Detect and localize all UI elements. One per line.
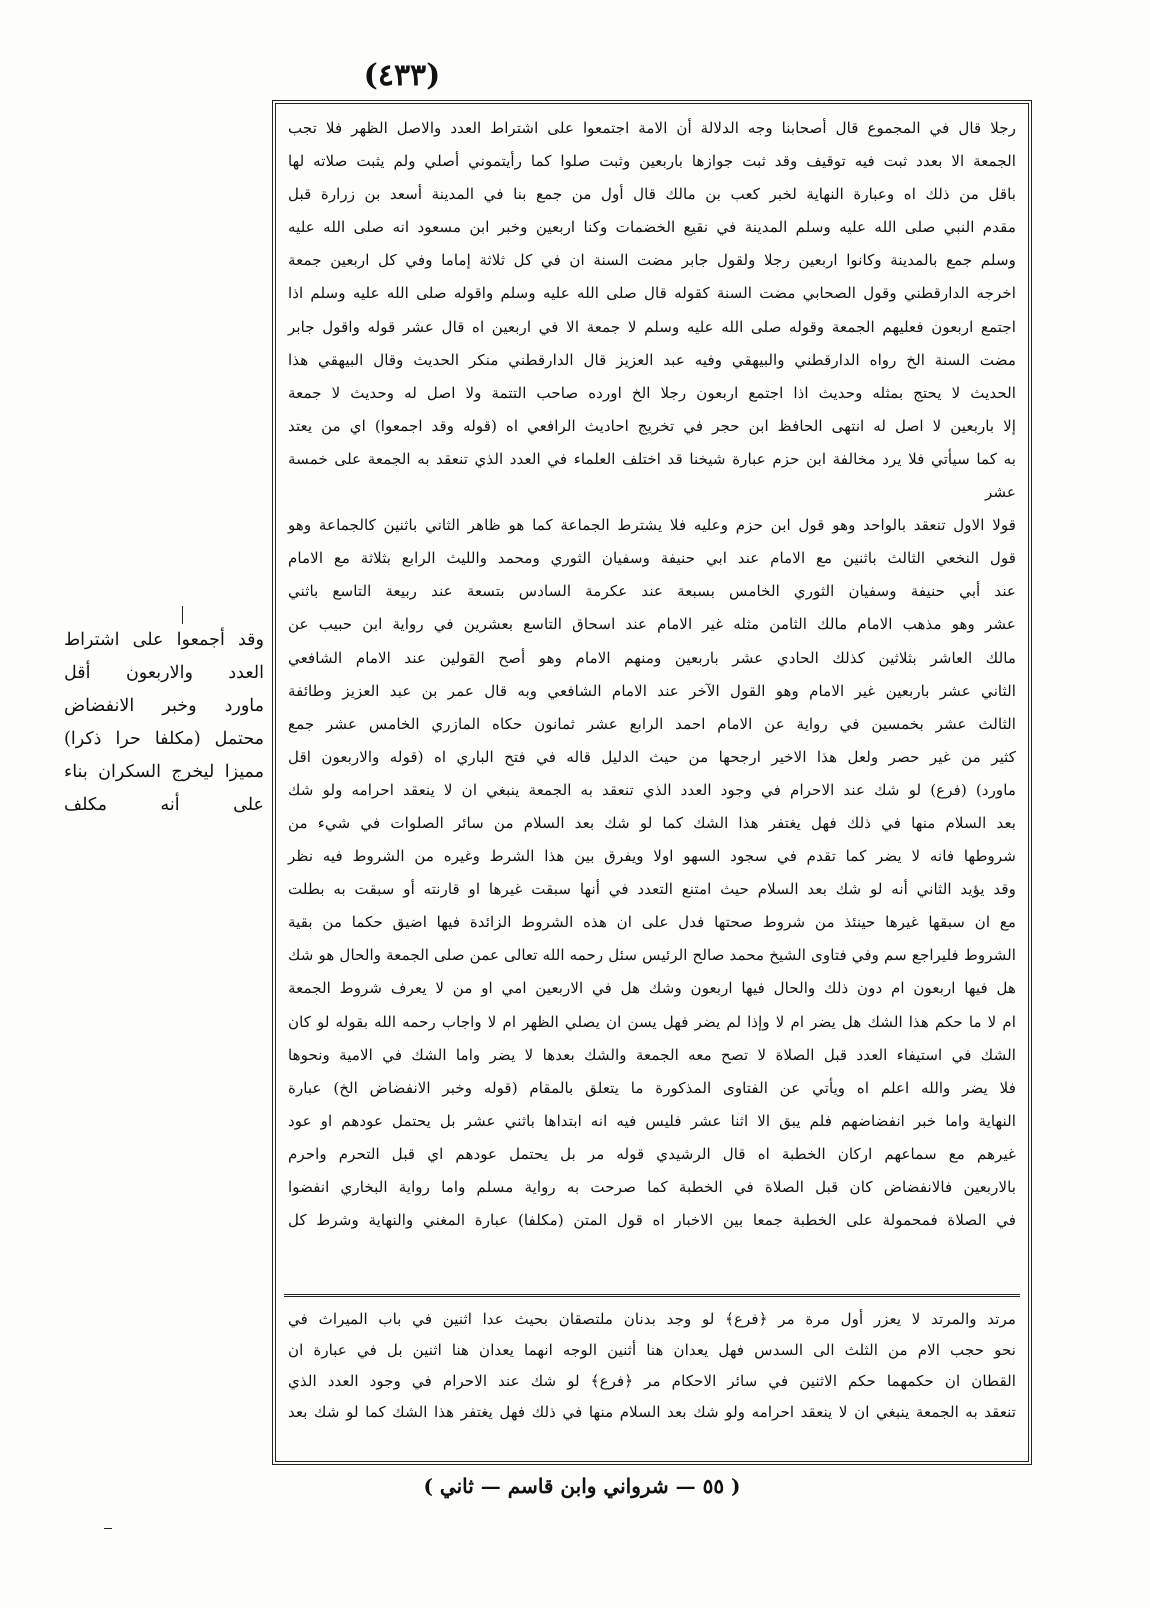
scan-mark (182, 606, 183, 624)
text-line: فلا يضر والله اعلم اه ويأتي عن الفتاوى المذكورة ما يتعلق بالمقام (قوله وخبر الانفضاض الخ) عبارة (288, 1078, 1016, 1097)
text-line: الثالث عشر بخمسين في رواية عن الامام احمد الرابع عشر ثمانون حكاه المازري الخامس عشر جمع (288, 714, 1016, 733)
side-note-line: على أنه مكلف (64, 795, 264, 815)
side-note-line: العدد والاربعون أقل (64, 663, 264, 683)
page-number: (٤٣٣) (363, 58, 441, 93)
text-line: عند أبي حنيفة وسفيان الثوري الخامس بسبعة عند عكرمة السادس بتسعة عند ربيعة التاسع باثني (288, 582, 1016, 601)
text-line: عشر وهو مذهب الامام مالك الثامن مثله غير الامام عند اسحاق التاسع بعشرين في رواية ابن حبيب عن (288, 615, 1016, 634)
text-line: الشروط فليراجع سم وفي فتاوى الشيخ محمد صالح الرئيس سئل رحمه الله تعالى عمن صلى الجمعة والحال هو شك (288, 946, 1016, 965)
text-line: الشك في استيفاء العدد قبل الصلاة لا تصح معه الجمعة والشك بعدها لا يضر واما الشك في الامية ونحوها (288, 1045, 1016, 1064)
text-line: بالاربعين فالانفضاض كان قبل الصلاة في الخطبة كما صرحت به رواية مسلم واما رواية البخاري انفضوا (288, 1178, 1016, 1196)
text-line: ماورد) (فرع) لو شك عند الاحرام في وجود العدد الذي تنعقد به الجمعة ينبغي ان لا ينعقد احرامه ولو شك (288, 780, 1016, 799)
text-line: باقل من ذلك اه وعبارة النهاية لخبر كعب بن مالك قال أول من جمع بنا في المدينة أسعد بن زرارة قبل (288, 185, 1016, 204)
text-line: هل فيها اربعون ام دون ذلك والحال فيها اربعون وشك هل في الاربعين امي او من لا يعرف شروط الجمعة (288, 979, 1016, 998)
text-line: قولا الاول تنعقد بالواحد وهو قول ابن حزم وعليه فلا يشترط الجماعة كما هو ظاهر الثاني باثنين كالجماعة وهو (288, 516, 1016, 535)
text-line: مقدم النبي صلى الله عليه وسلم المدينة في نقيع الخضمات وكنا اربعين وخبر ابن مسعود انه صلى الله عليه (288, 218, 1016, 237)
main-commentary (288, 112, 1016, 1230)
text-frame (272, 100, 1032, 1465)
text-line: شروطها فانه لا يضر كما تقدم في سجود السهو اولا ويفرق بين هذا الشرط وغيره من الشروط فيه نظر (288, 847, 1016, 866)
text-line: مع ان سبقها غيرها حينئذ من شروط صحتها فدل على ان هذه الشروط الزائدة فيها اضيق حكما من بقية (288, 913, 1016, 932)
side-note-line: ماورد وخبر الانفضاض (64, 696, 264, 716)
text-line: رجلا قال في المجموع قال أصحابنا وجه الدلالة أن الامة اجتمعوا على اشتراط العدد والاصل الظهر فلا تجب (288, 119, 1016, 137)
text-line: به كما سيأتي فلا يرد مخالفة ابن حزم عبارة شيخنا قد اختلف العلماء في العدد الذي تنعقد به الجمعة على خمسة عشر (288, 449, 1016, 502)
side-note-line: محتمل (مكلفا حرا ذكرا) (64, 729, 264, 749)
text-line: القطان ان حكمهما حكم الاثنين في سائر الاحكام مر ﴿فرع﴾ لو شك عند الاحرام في وجود العدد الذي (288, 1372, 1016, 1390)
text-line: وسلم جمع بالمدينة وكانوا اربعين رجلا ولقول جابر مضت السنة ان في كل ثلاثة إماما وفي كل اربعين جمعة (288, 251, 1016, 270)
side-note-line: مميزا ليخرج السكران بناء (64, 762, 264, 782)
text-line: غيرهم مع سماعهم اركان الخطبة اه قال الرشيدي قوله مر بل يحتمل عودهم اي قبل التحرم واحرم (288, 1144, 1016, 1163)
bottom-commentary (288, 1304, 1016, 1459)
text-line: كثير من غير حصر ولعل هذا الاخير ارجحها من حيث الدليل قاله في فتح الباري اه (قوله والاربعون اقل (288, 747, 1016, 766)
text-line: الثاني عشر باربعين غير الامام وهو القول الآخر عند الامام الشافعي وبه قال عمر بن عبد العزيز وطائفة (288, 681, 1016, 700)
text-line: اجتمع اربعون فعليهم الجمعة وقوله صلى الله عليه وسلم لا جمعة الا في اربعين اه قال عشر قوله واقول جابر (288, 317, 1016, 336)
scan-mark (104, 1528, 112, 1529)
text-line: النهاية واما خبر انفضاضهم فلم يبق الا اثنا عشر فليس فيه انه ابتداها باثني عشر بل يحتمل عودهم او عود (288, 1111, 1016, 1130)
side-note (64, 624, 264, 822)
text-line: الجمعة الا بعدد ثبت فيه توقيف وقد ثبت جوازها باربعين وثبت صلوا كما رأيتموني أصلي ولم يثبت صلاته لها (288, 152, 1016, 171)
text-line: اخرجه الدارقطني وقول الصحابي مضت السنة كقوله قال صلى الله عليه وسلم واقوله صلى الله عليه وسلم اذا (288, 284, 1016, 303)
text-line: مضت السنة الخ رواه الدارقطني والبيهقي وفيه عبد العزيز قال الدارقطني منكر الحديث وقال البيهقي هذا (288, 350, 1016, 369)
text-line: مالك العاشر بثلاثين كذلك الحادي عشر باربعين ومنهم الامام وهو أصح القولين عند الامام الشافعي (288, 648, 1016, 667)
text-line: إلا باربعين لا اصل له انتهى الحافظ ابن حجر في تخريج احاديث الرافعي اه (قوله وقد اجمعوا) اي من يعتد (288, 416, 1016, 435)
text-line: قول النخعي الثالث باثنين مع الامام عند ابي حنيفة وسفيان الثوري ومحمد والليث الرابع بثلاثة مع الامام (288, 549, 1016, 568)
text-line: الحديث لا يحتج بمثله وحديث اذا اجتمع اربعون رجلا الخ اورده صاحب التتمة ولا اصل له وحديث لا جمعة (288, 383, 1016, 402)
text-line: تنعقد به الجمعة ينبغي ان لا ينعقد احرامه ولو شك بعد السلام منها في ذلك فهل يغتفر هذا الشك كما لو شك بعد (288, 1403, 1016, 1421)
text-line: مرتد والمرتد لا يعزر أول مرة مر ﴿فرع﴾ لو وجد بدنان ملتصقان بحيث عدا اثنين في باب الميراث في (288, 1310, 1016, 1328)
text-line: وقد يؤيد الثاني أنه لو شك بعد السلام حيث امتنع التعدد في أنها سبقت غيرها او قارنته أو سبقت به بطلت (288, 880, 1016, 899)
text-line: نحو حجب الام من الثلث الى السدس فهل يعدان هنا أثنين الوجه انهما يعدان هنا اثنين بل في عبارة ان (288, 1341, 1016, 1359)
side-note-line: وقد أجمعوا على اشتراط (64, 630, 264, 650)
footer-signature: ( ٥٥ — شرواني وابن قاسم — ثاني ) (423, 1474, 741, 1498)
text-line: في الصلاة فمحمولة على الخطبة جمعا بين الاخبار اه قول المتن (مكلفا) عبارة المغني والنهاية وشرط كل (288, 1211, 1016, 1230)
text-line: ام لا ما حكم هذا الشك هل يضر ام لا وإذا لم يضر فهل يسن ان يصلي الظهر ام لا واجاب رحمه الله بقوله لو كان (288, 1012, 1016, 1031)
text-line: بعد السلام منها في ذلك فهل يغتفر هذا الشك كما لو شك بعد السلام من سائر الصلوات في شيء من (288, 813, 1016, 832)
section-divider (284, 1294, 1020, 1297)
